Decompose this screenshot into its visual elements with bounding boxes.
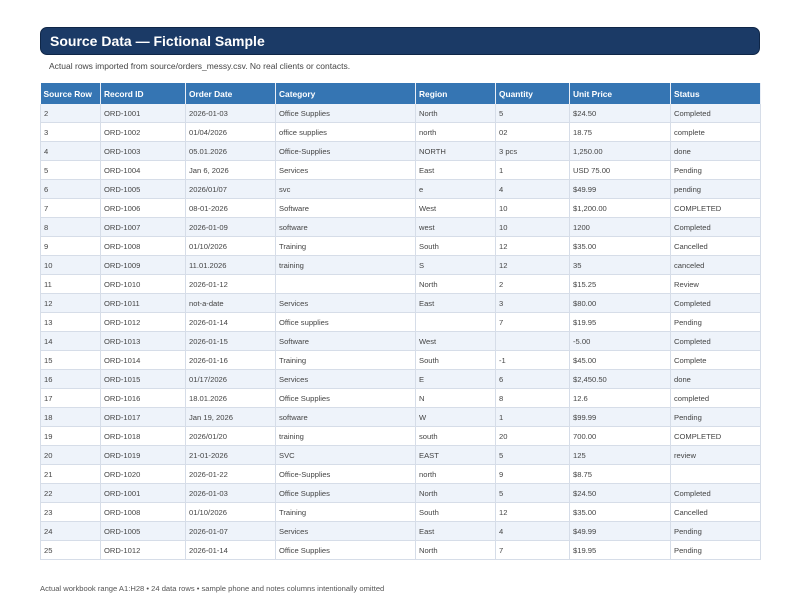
table-cell[interactable]: 4: [496, 180, 570, 199]
table-cell[interactable]: office supplies: [276, 123, 416, 142]
table-cell[interactable]: 125: [570, 446, 671, 465]
table-cell[interactable]: ORD-1007: [101, 218, 186, 237]
table-cell[interactable]: 7: [496, 541, 570, 560]
table-cell[interactable]: 2026/01/07: [186, 180, 276, 199]
table-cell[interactable]: Complete: [671, 351, 761, 370]
table-cell[interactable]: 6: [41, 180, 101, 199]
table-cell[interactable]: ORD-1009: [101, 256, 186, 275]
table-cell[interactable]: south: [416, 427, 496, 446]
table-cell[interactable]: E: [416, 370, 496, 389]
table-cell[interactable]: 16: [41, 370, 101, 389]
table-cell[interactable]: ORD-1016: [101, 389, 186, 408]
table-cell[interactable]: completed: [671, 389, 761, 408]
table-cell[interactable]: 21-01-2026: [186, 446, 276, 465]
table-cell[interactable]: North: [416, 104, 496, 123]
table-row[interactable]: [41, 408, 761, 427]
table-cell[interactable]: $99.99: [570, 408, 671, 427]
table-cell[interactable]: ORD-1012: [101, 313, 186, 332]
table-cell[interactable]: 4: [41, 142, 101, 161]
table-cell[interactable]: Completed: [671, 332, 761, 351]
table-cell[interactable]: South: [416, 237, 496, 256]
table-cell[interactable]: Office Supplies: [276, 484, 416, 503]
table-cell[interactable]: 25: [41, 541, 101, 560]
table-row[interactable]: [41, 370, 761, 389]
table-cell[interactable]: North: [416, 484, 496, 503]
table-cell[interactable]: Software: [276, 199, 416, 218]
table-cell[interactable]: review: [671, 446, 761, 465]
table-row[interactable]: [41, 256, 761, 275]
table-row[interactable]: [41, 142, 761, 161]
table-cell[interactable]: 1: [496, 408, 570, 427]
table-cell[interactable]: 12.6: [570, 389, 671, 408]
table-cell[interactable]: 8: [496, 389, 570, 408]
table-cell[interactable]: ORD-1003: [101, 142, 186, 161]
table-cell[interactable]: done: [671, 142, 761, 161]
table-cell[interactable]: East: [416, 161, 496, 180]
table-cell[interactable]: west: [416, 218, 496, 237]
table-cell[interactable]: 9: [41, 237, 101, 256]
page-title-bar: [40, 27, 760, 55]
table-cell[interactable]: 5: [496, 104, 570, 123]
table-cell[interactable]: done: [671, 370, 761, 389]
table-row[interactable]: [41, 199, 761, 218]
table-cell[interactable]: $80.00: [570, 294, 671, 313]
table-cell[interactable]: 10: [41, 256, 101, 275]
table-header-row: [41, 83, 761, 104]
table-cell[interactable]: 13: [41, 313, 101, 332]
table-cell[interactable]: 17: [41, 389, 101, 408]
table-row[interactable]: [41, 351, 761, 370]
table-cell[interactable]: Completed: [671, 104, 761, 123]
table-cell[interactable]: 01/04/2026: [186, 123, 276, 142]
table-row[interactable]: [41, 123, 761, 142]
table-cell[interactable]: USD 75.00: [570, 161, 671, 180]
table-cell[interactable]: COMPLETED: [671, 427, 761, 446]
table-cell[interactable]: 2026-01-14: [186, 541, 276, 560]
table-row[interactable]: [41, 427, 761, 446]
table-cell[interactable]: software: [276, 408, 416, 427]
table-row[interactable]: [41, 237, 761, 256]
table-cell[interactable]: ORD-1006: [101, 199, 186, 218]
table-cell[interactable]: Training: [276, 503, 416, 522]
table-cell[interactable]: $1,200.00: [570, 199, 671, 218]
table-cell[interactable]: ORD-1011: [101, 294, 186, 313]
table-row[interactable]: [41, 522, 761, 541]
table-cell[interactable]: Services: [276, 522, 416, 541]
table-cell[interactable]: Pending: [671, 161, 761, 180]
table-row[interactable]: [41, 503, 761, 522]
table-row[interactable]: [41, 389, 761, 408]
table-row[interactable]: [41, 180, 761, 199]
table-cell[interactable]: software: [276, 218, 416, 237]
table-cell[interactable]: ORD-1020: [101, 465, 186, 484]
table-cell[interactable]: East: [416, 522, 496, 541]
table-cell[interactable]: 7: [41, 199, 101, 218]
table-cell[interactable]: $45.00: [570, 351, 671, 370]
table-cell[interactable]: 20: [496, 427, 570, 446]
table-cell[interactable]: Office Supplies: [276, 104, 416, 123]
table-cell[interactable]: Software: [276, 332, 416, 351]
table-cell[interactable]: 14: [41, 332, 101, 351]
table-cell[interactable]: 20: [41, 446, 101, 465]
table-cell[interactable]: $19.95: [570, 313, 671, 332]
table-cell[interactable]: north: [416, 465, 496, 484]
table-cell[interactable]: 5: [496, 446, 570, 465]
table-cell[interactable]: ORD-1004: [101, 161, 186, 180]
table-cell[interactable]: SVC: [276, 446, 416, 465]
table-cell[interactable]: 4: [496, 522, 570, 541]
table-cell[interactable]: 8: [41, 218, 101, 237]
table-cell[interactable]: $24.50: [570, 484, 671, 503]
table-cell[interactable]: 05.01.2026: [186, 142, 276, 161]
table-cell[interactable]: $35.00: [570, 503, 671, 522]
table-row[interactable]: [41, 294, 761, 313]
table-cell[interactable]: $49.99: [570, 180, 671, 199]
table-cell[interactable]: canceled: [671, 256, 761, 275]
table-cell[interactable]: 2026/01/20: [186, 427, 276, 446]
table-cell[interactable]: N: [416, 389, 496, 408]
table-row[interactable]: [41, 161, 761, 180]
table-cell[interactable]: ORD-1002: [101, 123, 186, 142]
page-subtitle: Actual rows imported from source/orders_messy.csv. No real clients or contacts.: [49, 61, 351, 71]
table-cell[interactable]: East: [416, 294, 496, 313]
table-cell[interactable]: 1200: [570, 218, 671, 237]
table-cell[interactable]: 19: [41, 427, 101, 446]
table-cell[interactable]: Cancelled: [671, 237, 761, 256]
table-cell[interactable]: South: [416, 503, 496, 522]
table-cell[interactable]: 24: [41, 522, 101, 541]
table-cell[interactable]: 9: [496, 465, 570, 484]
page-title: Source Data — Fictional Sample: [50, 33, 265, 49]
table-cell[interactable]: 35: [570, 256, 671, 275]
table-cell[interactable]: $19.95: [570, 541, 671, 560]
column-header[interactable]: Region: [416, 83, 496, 104]
table-cell[interactable]: EAST: [416, 446, 496, 465]
table-cell[interactable]: 2026-01-22: [186, 465, 276, 484]
column-header[interactable]: Order Date: [186, 83, 276, 104]
table-cell[interactable]: Pending: [671, 313, 761, 332]
table-cell[interactable]: [416, 313, 496, 332]
source-data-table: [40, 83, 761, 560]
table-cell[interactable]: Pending: [671, 541, 761, 560]
table-cell[interactable]: Cancelled: [671, 503, 761, 522]
table-row[interactable]: [41, 332, 761, 351]
table-cell[interactable]: 10: [496, 218, 570, 237]
table-cell[interactable]: Pending: [671, 522, 761, 541]
table-cell[interactable]: 5: [496, 484, 570, 503]
table-cell[interactable]: $8.75: [570, 465, 671, 484]
table-cell[interactable]: 2026-01-03: [186, 484, 276, 503]
table-cell[interactable]: 18.01.2026: [186, 389, 276, 408]
column-header[interactable]: Status: [671, 83, 761, 104]
table-cell[interactable]: Completed: [671, 218, 761, 237]
column-header[interactable]: Quantity: [496, 83, 570, 104]
table-cell[interactable]: ORD-1017: [101, 408, 186, 427]
table-row[interactable]: [41, 541, 761, 560]
table-row[interactable]: [41, 275, 761, 294]
table-cell[interactable]: 2026-01-03: [186, 104, 276, 123]
table-cell[interactable]: West: [416, 199, 496, 218]
table-cell[interactable]: 3: [496, 294, 570, 313]
table-cell[interactable]: Office-Supplies: [276, 465, 416, 484]
column-header[interactable]: Record ID: [101, 83, 186, 104]
table-cell[interactable]: 11.01.2026: [186, 256, 276, 275]
table-cell[interactable]: 22: [41, 484, 101, 503]
table-cell[interactable]: complete: [671, 123, 761, 142]
table-row[interactable]: [41, 465, 761, 484]
table-cell[interactable]: Completed: [671, 484, 761, 503]
table-row[interactable]: [41, 446, 761, 465]
table-cell[interactable]: 2026-01-12: [186, 275, 276, 294]
table-cell[interactable]: ORD-1013: [101, 332, 186, 351]
table-cell[interactable]: ORD-1001: [101, 104, 186, 123]
table-cell[interactable]: Jan 6, 2026: [186, 161, 276, 180]
table-cell[interactable]: 01/10/2026: [186, 237, 276, 256]
table-cell[interactable]: ORD-1019: [101, 446, 186, 465]
column-header[interactable]: Unit Price: [570, 83, 671, 104]
table-cell[interactable]: 12: [496, 237, 570, 256]
table-body: [41, 104, 761, 560]
table-cell[interactable]: not-a-date: [186, 294, 276, 313]
table-cell[interactable]: 1,250.00: [570, 142, 671, 161]
table-cell[interactable]: Office Supplies: [276, 389, 416, 408]
table-cell[interactable]: svc: [276, 180, 416, 199]
table-cell[interactable]: ORD-1010: [101, 275, 186, 294]
table-cell[interactable]: 12: [41, 294, 101, 313]
table-cell[interactable]: 18: [41, 408, 101, 427]
table-cell[interactable]: Office supplies: [276, 313, 416, 332]
table-cell[interactable]: 08-01-2026: [186, 199, 276, 218]
table-cell[interactable]: 5: [41, 161, 101, 180]
table-cell[interactable]: 21: [41, 465, 101, 484]
table-cell[interactable]: -1: [496, 351, 570, 370]
table-cell[interactable]: ORD-1014: [101, 351, 186, 370]
table-cell[interactable]: ORD-1005: [101, 522, 186, 541]
table-cell[interactable]: Services: [276, 370, 416, 389]
table-cell[interactable]: 23: [41, 503, 101, 522]
table-cell[interactable]: 6: [496, 370, 570, 389]
table-cell[interactable]: Training: [276, 351, 416, 370]
table-cell[interactable]: [496, 332, 570, 351]
table-row[interactable]: [41, 104, 761, 123]
table-cell[interactable]: ORD-1005: [101, 180, 186, 199]
table-cell[interactable]: training: [276, 427, 416, 446]
table-cell[interactable]: Jan 19, 2026: [186, 408, 276, 427]
table-cell[interactable]: 2: [41, 104, 101, 123]
table-cell[interactable]: Office-Supplies: [276, 142, 416, 161]
table-cell[interactable]: 2026-01-16: [186, 351, 276, 370]
column-header[interactable]: Category: [276, 83, 416, 104]
table-cell[interactable]: [671, 465, 761, 484]
table-row[interactable]: [41, 218, 761, 237]
table-cell[interactable]: ORD-1015: [101, 370, 186, 389]
footer-note: Actual workbook range A1:H28 • 24 data rows • sample phone and notes columns intentionally omitted: [40, 584, 385, 593]
table-cell[interactable]: 3 pcs: [496, 142, 570, 161]
table-cell[interactable]: 01/10/2026: [186, 503, 276, 522]
table-cell[interactable]: ORD-1018: [101, 427, 186, 446]
table-cell[interactable]: COMPLETED: [671, 199, 761, 218]
table-cell[interactable]: Services: [276, 294, 416, 313]
table-cell[interactable]: 3: [41, 123, 101, 142]
table-row[interactable]: [41, 313, 761, 332]
table-cell[interactable]: W: [416, 408, 496, 427]
table-cell[interactable]: $49.99: [570, 522, 671, 541]
table-cell[interactable]: S: [416, 256, 496, 275]
table-cell[interactable]: 10: [496, 199, 570, 218]
table-cell[interactable]: $24.50: [570, 104, 671, 123]
table-cell[interactable]: South: [416, 351, 496, 370]
table-cell[interactable]: training: [276, 256, 416, 275]
table-cell[interactable]: Services: [276, 161, 416, 180]
table-row[interactable]: [41, 484, 761, 503]
table-cell[interactable]: Training: [276, 237, 416, 256]
table-cell[interactable]: 01/17/2026: [186, 370, 276, 389]
table-cell[interactable]: ORD-1012: [101, 541, 186, 560]
table-cell[interactable]: 2: [496, 275, 570, 294]
table-cell[interactable]: pending: [671, 180, 761, 199]
table-cell[interactable]: ORD-1008: [101, 503, 186, 522]
table-cell[interactable]: West: [416, 332, 496, 351]
table-cell[interactable]: North: [416, 275, 496, 294]
table-cell[interactable]: NORTH: [416, 142, 496, 161]
table-cell[interactable]: 12: [496, 503, 570, 522]
table-cell[interactable]: $35.00: [570, 237, 671, 256]
table-cell[interactable]: $15.25: [570, 275, 671, 294]
table-cell[interactable]: 18.75: [570, 123, 671, 142]
table-cell[interactable]: 11: [41, 275, 101, 294]
table-cell[interactable]: 2026-01-07: [186, 522, 276, 541]
table-cell[interactable]: 02: [496, 123, 570, 142]
table-cell[interactable]: ORD-1001: [101, 484, 186, 503]
table-cell[interactable]: 2026-01-09: [186, 218, 276, 237]
table-cell[interactable]: 15: [41, 351, 101, 370]
table-cell[interactable]: 7: [496, 313, 570, 332]
table-cell[interactable]: -5.00: [570, 332, 671, 351]
table-cell[interactable]: Completed: [671, 294, 761, 313]
table-cell[interactable]: Pending: [671, 408, 761, 427]
table-cell[interactable]: [276, 275, 416, 294]
table-cell[interactable]: Review: [671, 275, 761, 294]
table-cell[interactable]: e: [416, 180, 496, 199]
table-cell[interactable]: North: [416, 541, 496, 560]
table-cell[interactable]: 12: [496, 256, 570, 275]
column-header[interactable]: Source Row: [41, 83, 101, 104]
table-cell[interactable]: $2,450.50: [570, 370, 671, 389]
table-cell[interactable]: 2026-01-14: [186, 313, 276, 332]
table-cell[interactable]: 700.00: [570, 427, 671, 446]
table-cell[interactable]: 1: [496, 161, 570, 180]
table-cell[interactable]: 2026-01-15: [186, 332, 276, 351]
table-cell[interactable]: Office Supplies: [276, 541, 416, 560]
table-cell[interactable]: ORD-1008: [101, 237, 186, 256]
table-cell[interactable]: north: [416, 123, 496, 142]
